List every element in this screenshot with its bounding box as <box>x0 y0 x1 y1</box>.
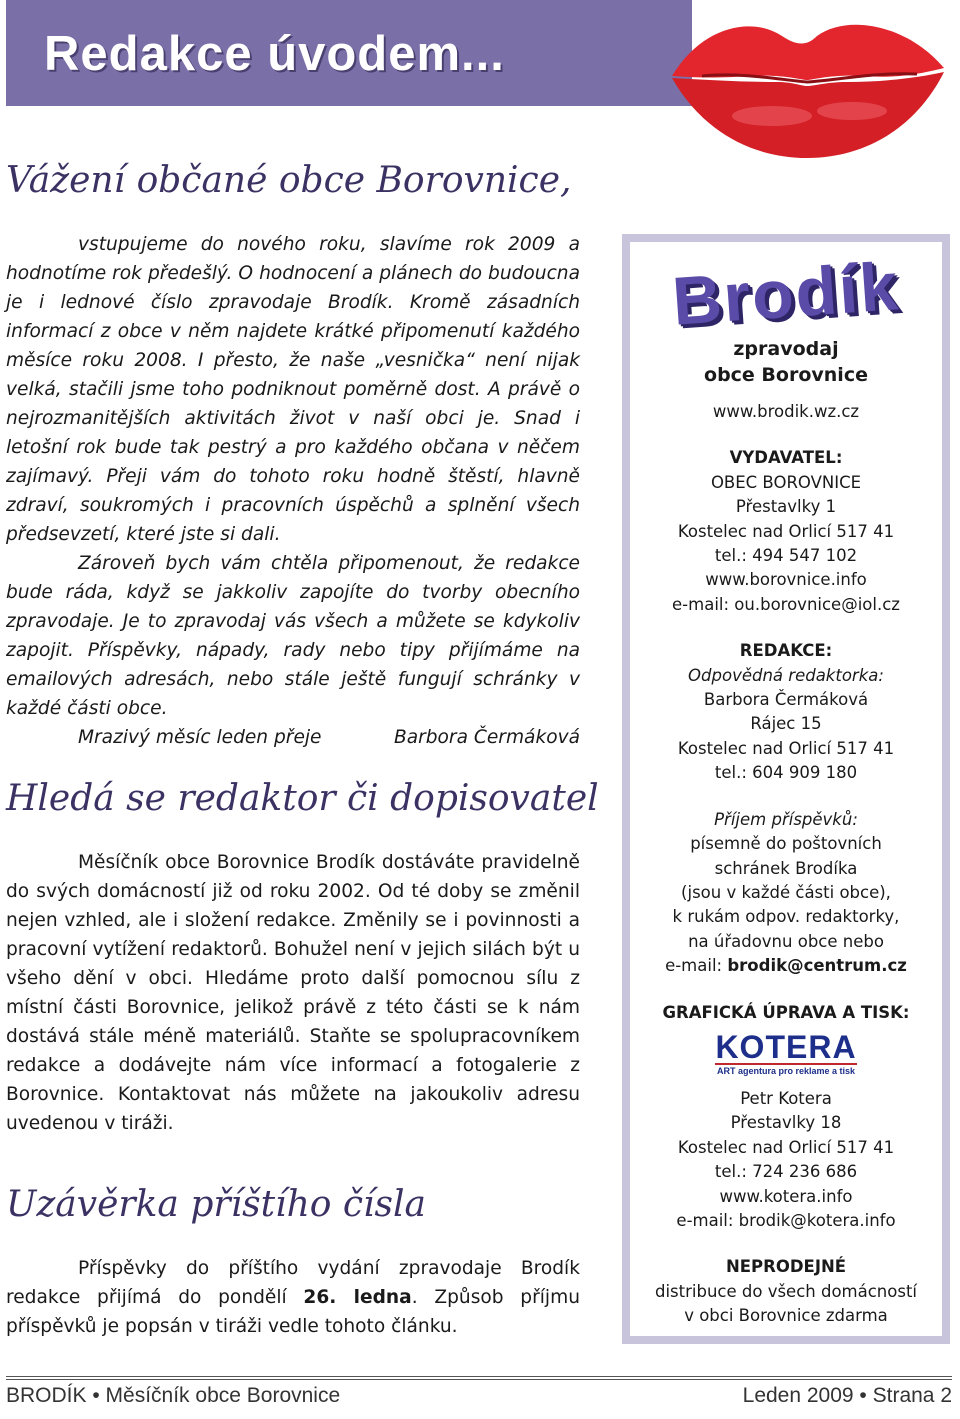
masthead-subtitle-2: obce Borovnice <box>704 364 868 386</box>
submissions-line: schránek Brodíka <box>714 858 858 878</box>
sale-heading: NEPRODEJNÉ <box>725 1257 847 1277</box>
editorial-line: Barbora Čermáková <box>703 690 869 710</box>
submissions-line: k rukám odpov. redaktorky, <box>672 907 900 927</box>
print-email[interactable]: e-mail: brodik@kotera.info <box>676 1210 896 1230</box>
intro-paragraph-2: Zároveň bych vám chtěla připomenout, že redakce bude ráda, když se jakkoliv zapojíte do tvorby obecního zpravodaje. Je to zpravodaj vás všech a můžete se kdykoliv zapojit. Příspěvky, nápady, rady nebo tipy přijímáme na emailových adresách, nebo stále ještě fungují schránky v každé části obce. <box>6 553 580 719</box>
publisher-line: tel.: 494 547 102 <box>714 546 858 566</box>
editor-search-article <box>6 848 580 1138</box>
print-line: Přestavlky 18 <box>730 1113 842 1133</box>
signature-greeting: Mrazivý měsíc leden přeje <box>78 727 322 748</box>
submissions-line: (jsou v každé části obce), <box>681 882 891 902</box>
editorial-role: Odpovědná redaktorka: <box>688 665 884 685</box>
signature-line <box>6 723 580 752</box>
editorial-line: tel.: 604 909 180 <box>714 763 858 783</box>
lips-illustration <box>662 6 952 166</box>
footer-page-info: Leden 2009 • Strana 2 <box>742 1384 952 1407</box>
intro-paragraph-1: vstupujeme do nového roku, slavíme rok 2009 a hodnotíme rok předešlý. O hodnocení a plánech do budoucna je i lednové číslo zpravodaje Brodík. Kromě zásadních informací z obce v něm najdete krátké připomenutí každého měsíce roku 2008. I přesto, že naše „vesnička“ není nijak velká, stačili jsme toho podniknout poměrně dost. A právě o nejrozmanitějších aktivitách život v naší obci je. Snad i letošní rok bude tak pestrý a pro každého občana v něčem zajímavý. Přeji vám do tohoto roku hodně štěstí, hlavně zdraví, soukromých i pracovních úspěchů a splnění všech předsevzetí, které jste si dali. <box>6 234 580 545</box>
editorial-line: Rájec 15 <box>750 714 822 734</box>
editorial-heading: REDAKCE: <box>739 641 833 661</box>
page-footer <box>6 1384 952 1408</box>
kotera-logo-tagline: ART agentura pro reklame a tisk <box>715 1063 856 1077</box>
sale-line: distribuce do všech domácností <box>654 1281 918 1301</box>
kotera-logo: KOTERA ART agentura pro reklame a tisk <box>715 1028 857 1076</box>
intro-article <box>6 230 580 752</box>
print-heading: GRAFICKÁ ÚPRAVA A TISK: <box>662 1002 910 1022</box>
publisher-web-link[interactable]: www.borovnice.info <box>705 570 867 590</box>
print-line: Kostelec nad Orlicí 517 41 <box>677 1137 895 1157</box>
deadline-paragraph: Příspěvky do příštího vydání zpravodaje Brodík redakce přijímá do pondělí 26. ledna. Způsob příjmu příspěvků je popsán v tiráži vedle tohoto článku. <box>6 1258 580 1337</box>
submissions-email: e-mail: brodik@centrum.cz <box>665 956 907 976</box>
deadline-heading: Uzávěrka příštího čísla <box>6 1184 426 1225</box>
print-web-link[interactable]: www.kotera.info <box>719 1186 853 1206</box>
masthead-sidebar <box>622 234 950 1344</box>
publisher-email[interactable]: e-mail: ou.borovnice@iol.cz <box>672 594 900 614</box>
brodik-logo: Brodík <box>669 248 903 340</box>
submissions-email-link[interactable]: brodik@centrum.cz <box>727 956 907 976</box>
submissions-line: na úřadovnu obce nebo <box>688 931 884 951</box>
greeting-heading: Vážení občané obce Borovnice, <box>6 160 572 201</box>
print-line: Petr Kotera <box>740 1088 832 1108</box>
editor-search-heading: Hledá se redaktor či dopisovatel <box>6 778 599 819</box>
page-title: Redakce úvodem... <box>44 27 505 81</box>
publisher-line: OBEC BOROVNICE <box>710 472 862 492</box>
masthead-subtitle-1: zpravodaj <box>733 338 839 360</box>
publisher-line: Přestavlky 1 <box>735 497 837 517</box>
editorial-line: Kostelec nad Orlicí 517 41 <box>677 738 895 758</box>
print-line: tel.: 724 236 686 <box>714 1162 858 1182</box>
submissions-heading: Příjem příspěvků: <box>714 809 858 829</box>
publisher-line: Kostelec nad Orlicí 517 41 <box>677 521 895 541</box>
sale-line: v obci Borovnice zdarma <box>684 1306 888 1326</box>
submissions-line: písemně do poštovních <box>690 834 882 854</box>
deadline-article <box>6 1254 580 1341</box>
deadline-date: 26. ledna <box>303 1287 412 1308</box>
editor-search-paragraph: Měsíčník obce Borovnice Brodík dostáváte pravidelně do svých domácností již od roku 2002. Od té doby se změnil nejen vzhled, ale i složení redakce. Změnily se i povinnosti a pracovní vytížení redaktorů. Bohužel není v jejich silách být u všeho dění v obci. Hledáme proto další pomocnou sílu z místní části Borovnice, jelikož právě z této části se k nám dostává stále méně materiálů. Staňte se spolupracovníkem redakce a dodávejte nám více informací a fotogalerie z Borovnice. Kontaktovat nás můžete na jakoukoliv adresu uvedenou v tiráži. <box>6 852 580 1134</box>
footer-divider <box>6 1376 952 1380</box>
signature-author: Barbora Čermáková <box>393 727 580 748</box>
footer-publication: BRODÍK • Měsíčník obce Borovnice <box>6 1384 341 1407</box>
masthead-web-link[interactable]: www.brodik.wz.cz <box>712 402 860 421</box>
publisher-heading: VYDAVATEL: <box>729 448 843 468</box>
